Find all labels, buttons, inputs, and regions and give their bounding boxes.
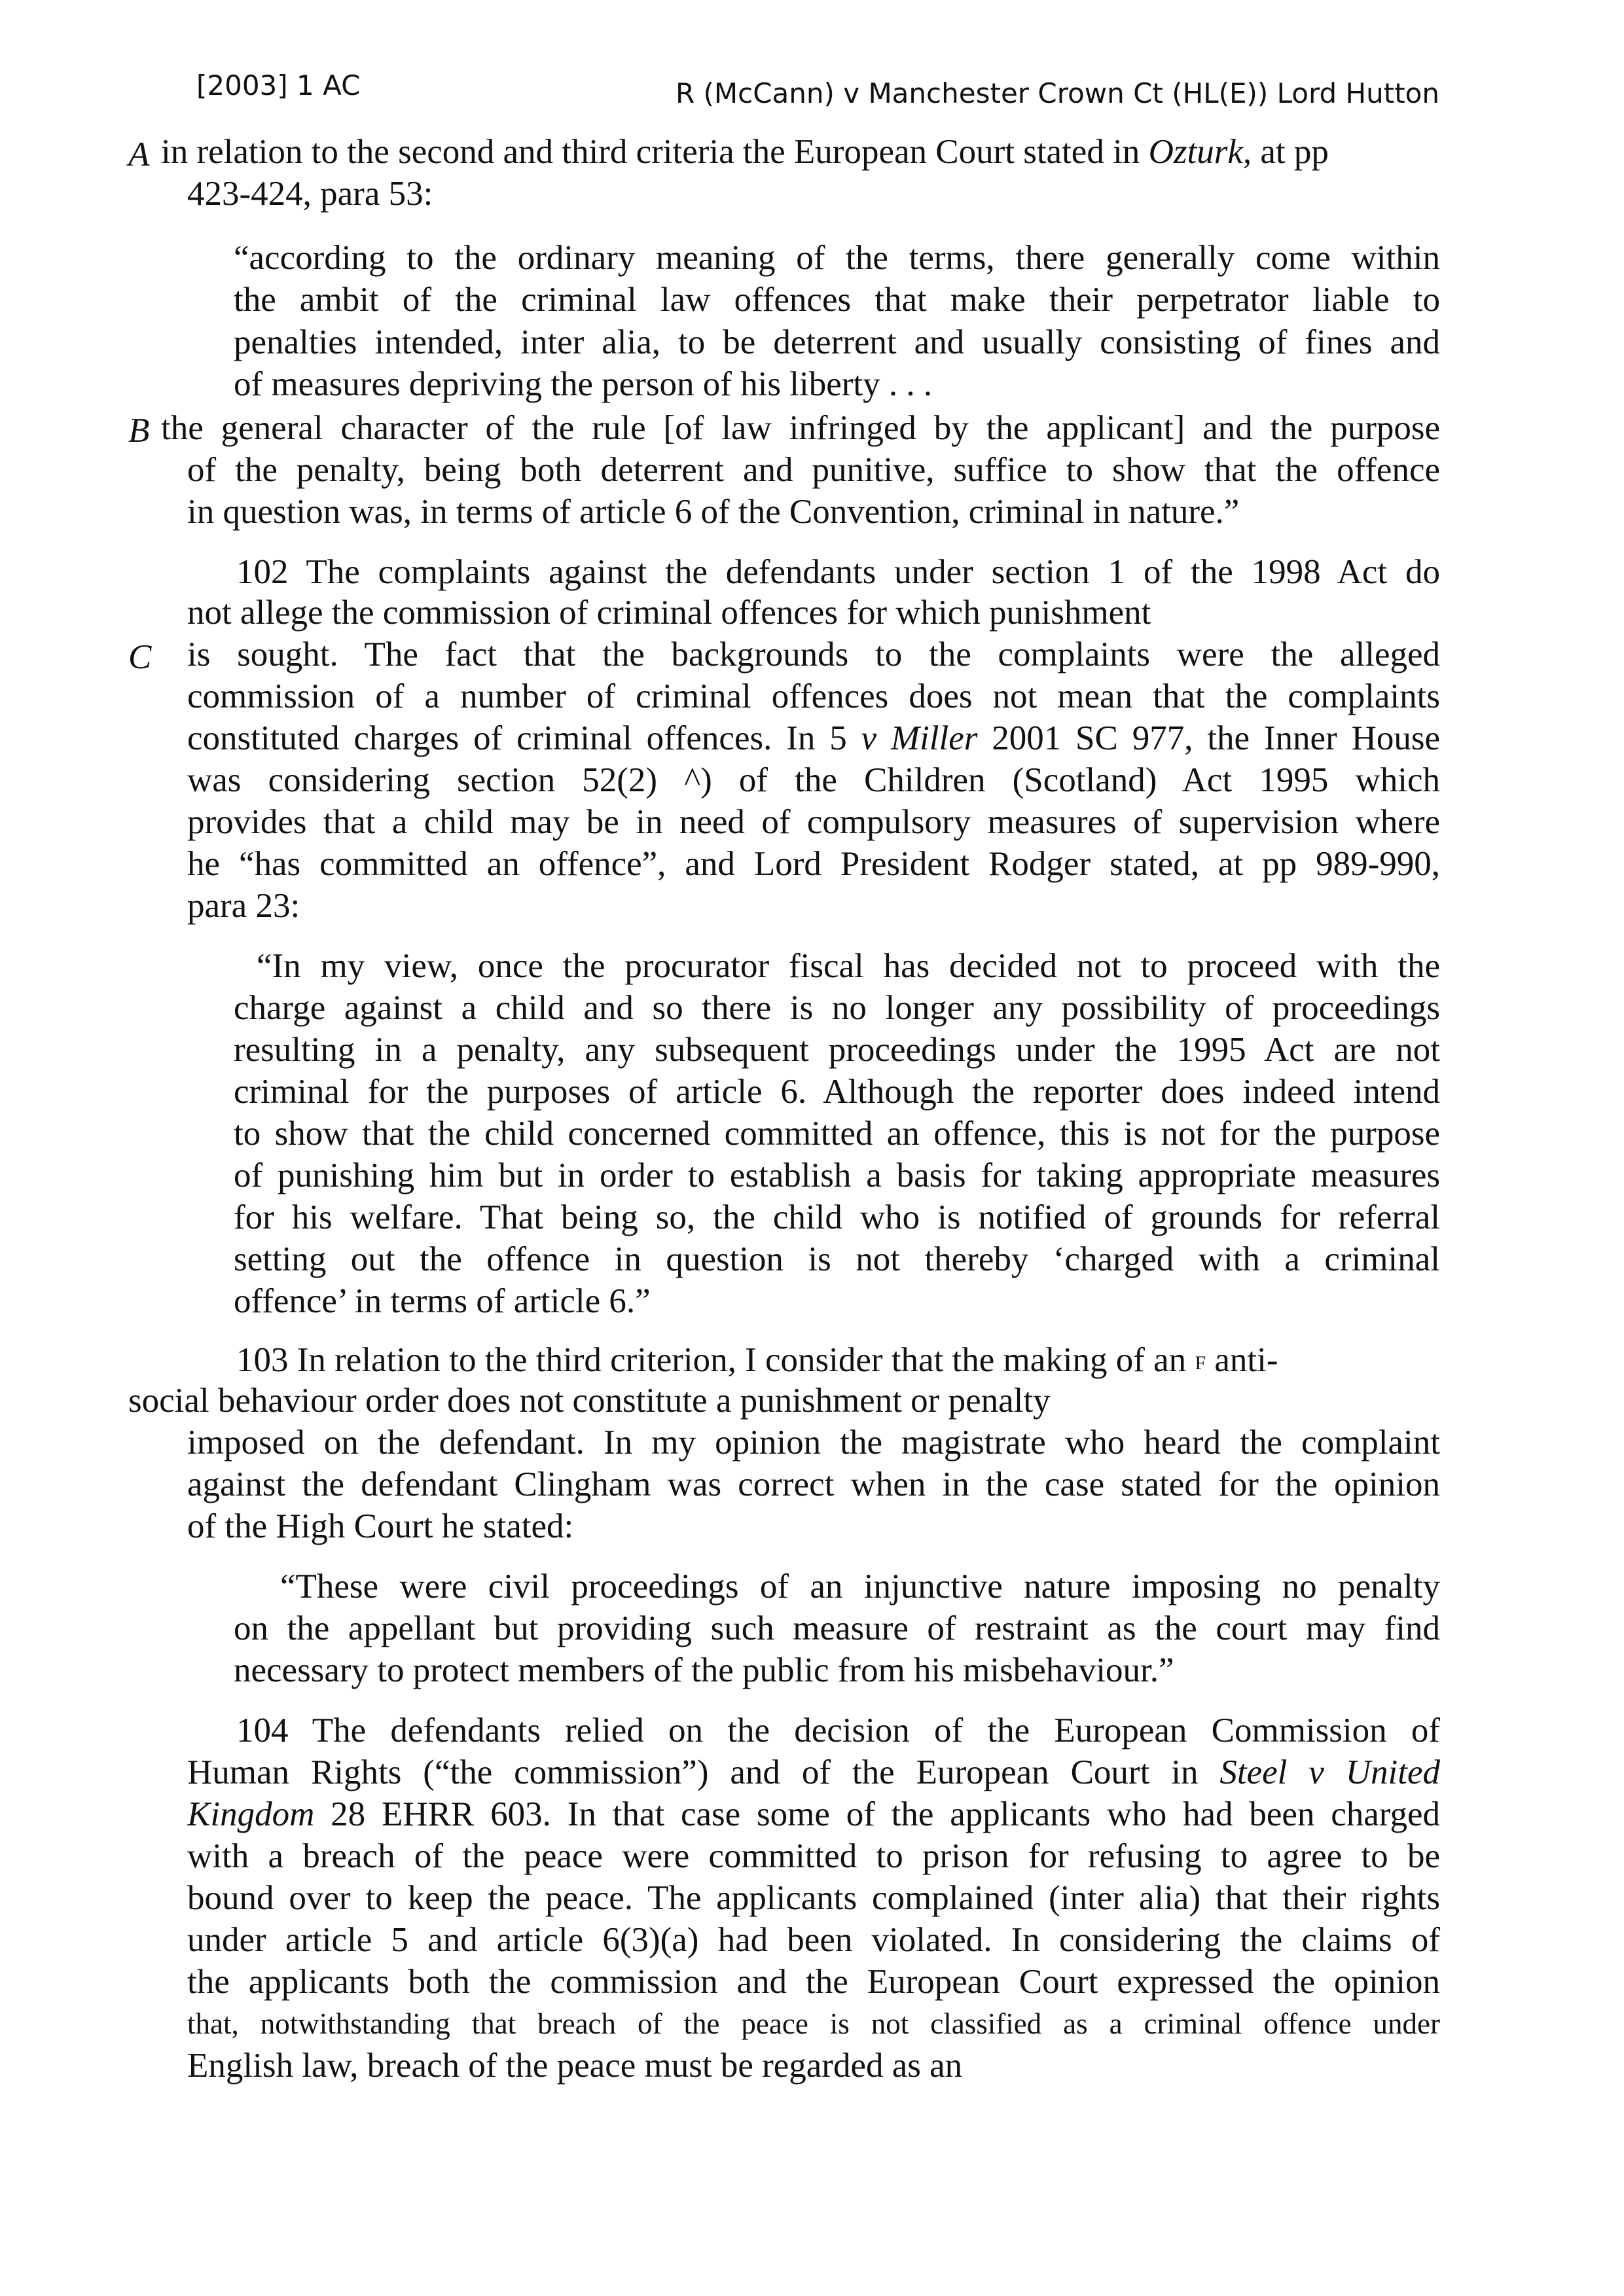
text-line: imposed on the defendant. In my opinion the magistrate who heard the complaint xyxy=(187,1424,1440,1462)
quote-line: “These were civil proceedings of an injunctive nature imposing no penalty xyxy=(280,1568,1440,1605)
text-line: para 23: xyxy=(187,887,300,925)
quote-line: resulting in a penalty, any subsequent proceedings under the 1995 Act are not xyxy=(234,1031,1440,1069)
report-citation: [2003] 1 AC xyxy=(196,69,361,101)
text-line: was considering section 52(2) ^) of the Children (Scotland) Act 1995 which xyxy=(187,761,1440,799)
case-name: Ozturk, xyxy=(1148,133,1252,171)
case-name: Steel v United xyxy=(1219,1753,1440,1791)
text-line: commission of a number of criminal offences does not mean that the complaints xyxy=(187,677,1440,715)
text-line: 102 The complaints against the defendants under section 1 of the 1998 Act do xyxy=(236,553,1440,591)
text-line: the applicants both the commission and the European Court expressed the opinion xyxy=(187,1963,1440,2001)
text-line: 104 The defendants relied on the decision of the European Commission of xyxy=(236,1712,1440,1749)
quote-line: setting out the offence in question is not thereby ‘charged with a criminal xyxy=(234,1240,1440,1278)
quote-line: “according to the ordinary meaning of the terms, there generally come within xyxy=(234,239,1440,277)
quote-line: penalties intended, inter alia, to be deterrent and usually consisting of fines and xyxy=(234,323,1440,361)
margin-letter-c: C xyxy=(128,638,152,676)
case-name: Kingdom xyxy=(187,1795,315,1833)
text-line: Kingdom 28 EHRR 603. In that case some of the applicants who had been charged xyxy=(187,1795,1440,1833)
text-line: in relation to the second and third criteria the European Court stated in Ozturk, at pp xyxy=(161,133,1329,171)
text-line: social behaviour order does not constitute a punishment or penalty xyxy=(128,1382,1051,1420)
quote-line: of measures depriving the person of his liberty . . . xyxy=(234,365,933,403)
quote-line: the general character of the rule [of law infringed by the applicant] and the purpose xyxy=(161,409,1440,447)
quote-line: criminal for the purposes of article 6. Although the reporter does indeed intend xyxy=(234,1073,1440,1111)
margin-letter-a: A xyxy=(128,135,150,173)
quote-line: offence’ in terms of article 6.” xyxy=(234,1282,651,1320)
quote-line: charge against a child and so there is no longer any possibility of proceedings xyxy=(234,989,1440,1027)
margin-letter-f: F xyxy=(1195,1352,1206,1374)
text-line: English law, breach of the peace must be regarded as an xyxy=(187,2047,963,2085)
quote-line: for his welfare. That being so, the child who is notified of grounds for referral xyxy=(234,1198,1440,1236)
text-line: is sought. The fact that the backgrounds to the complaints were the alleged xyxy=(187,636,1440,673)
text-line: not allege the commission of criminal offences for which punishment xyxy=(187,594,1151,632)
text-line: constituted charges of criminal offences. In 5 v Miller 2001 SC 977, the Inner House xyxy=(187,719,1440,757)
case-name: v Miller xyxy=(861,719,978,757)
text-line: Human Rights (“the commission”) and of the European Court in Steel v United xyxy=(187,1753,1440,1791)
text-line: under article 5 and article 6(3)(a) had been violated. In considering the claims of xyxy=(187,1921,1440,1959)
quote-line: “In my view, once the procurator fiscal has decided not to proceed with the xyxy=(257,947,1440,985)
quote-line: of the penalty, being both deterrent and punitive, suffice to show that the offence xyxy=(187,451,1440,489)
text-line: with a breach of the peace were committed to prison for refusing to agree to be xyxy=(187,1837,1440,1875)
text-line: bound over to keep the peace. The applicants complained (inter alia) that their rights xyxy=(187,1879,1440,1917)
quote-line: the ambit of the criminal law offences that make their perpetrator liable to xyxy=(234,281,1440,319)
text-line: that, notwithstanding that breach of the peace is not classified as a criminal offence under xyxy=(187,2007,1440,2040)
text-line: 103 In relation to the third criterion, I consider that the making of an F anti- xyxy=(236,1341,1278,1379)
text-line: 423-424, para 53: xyxy=(187,175,433,213)
text-line: provides that a child may be in need of compulsory measures of supervision where xyxy=(187,803,1440,841)
text-line: of the High Court he stated: xyxy=(187,1507,574,1545)
case-title-header: R (McCann) v Manchester Crown Ct (HL(E)) Lord Hutton xyxy=(675,77,1439,109)
quote-line: necessary to protect members of the public from his misbehaviour.” xyxy=(234,1651,1174,1689)
margin-letter-b: B xyxy=(128,412,150,450)
quote-line: on the appellant but providing such measure of restraint as the court may find xyxy=(234,1609,1440,1647)
quote-line: in question was, in terms of article 6 of the Convention, criminal in nature.” xyxy=(187,493,1240,531)
quote-line: of punishing him but in order to establish a basis for taking appropriate measures xyxy=(234,1157,1440,1194)
quote-line: to show that the child concerned committed an offence, this is not for the purpose xyxy=(234,1115,1440,1153)
text-line: he “has committed an offence”, and Lord President Rodger stated, at pp 989-990, xyxy=(187,845,1440,883)
text-line: against the defendant Clingham was correct when in the case stated for the opinion xyxy=(187,1465,1440,1503)
